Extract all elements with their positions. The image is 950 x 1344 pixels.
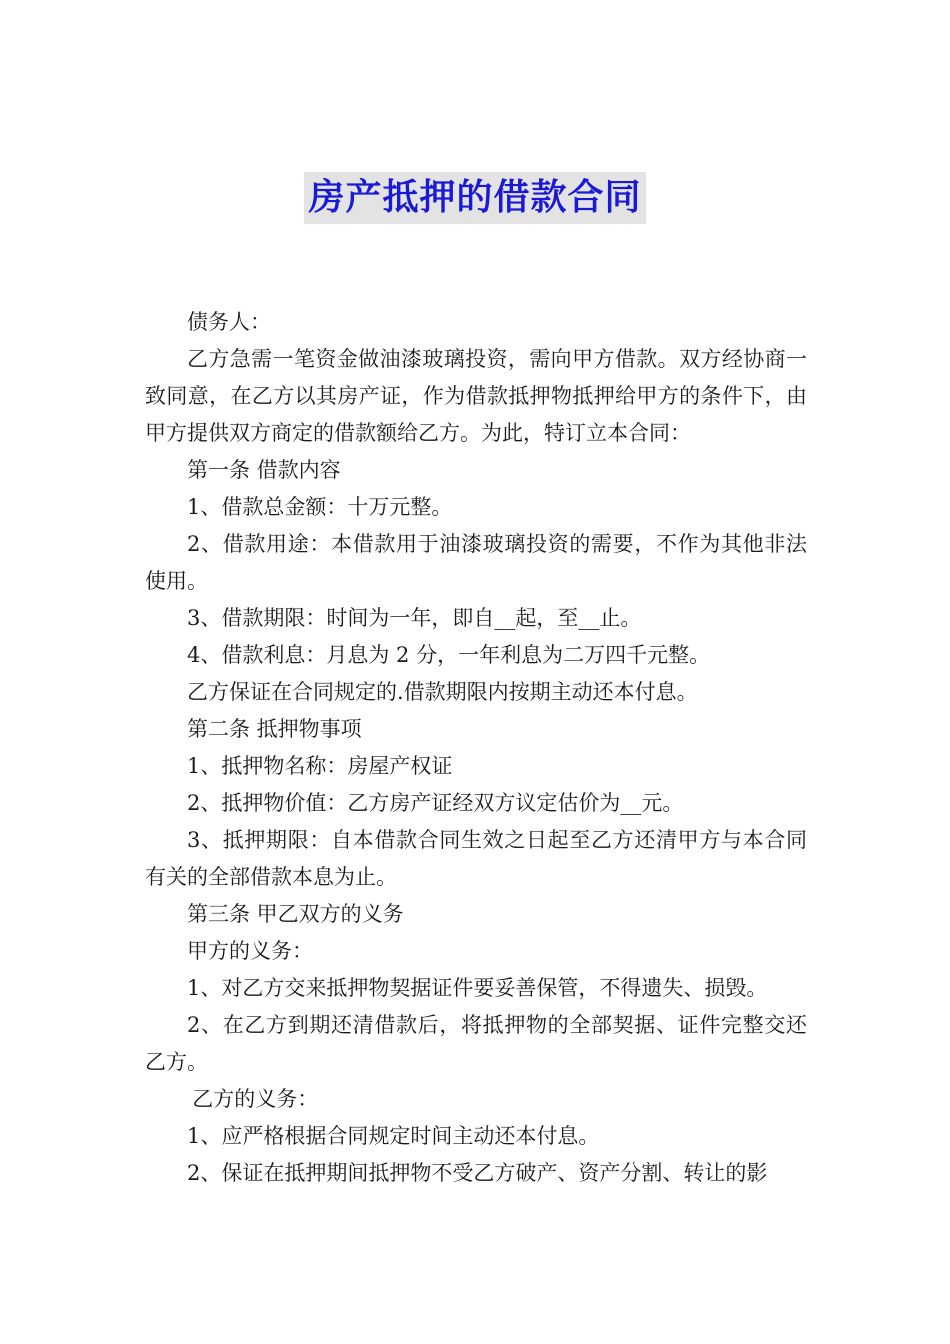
title-container <box>0 172 950 224</box>
paragraph-party-b-duties: 乙方的义务： <box>192 1087 319 1111</box>
paragraph-collateral-term: 3、抵押期限：自本借款合同生效之日起至乙方还清甲方与本合同有关的全部借款本息为止。 <box>145 828 807 889</box>
document-body <box>145 304 807 1192</box>
paragraph-repayment-guarantee: 乙方保证在合同规定的.借款期限内按期主动还本付息。 <box>187 680 698 704</box>
paragraph-preamble: 乙方急需一笔资金做油漆玻璃投资，需向甲方借款。双方经协商一致同意，在乙方以其房产证，作为借款抵押物抵押给甲方的条件下，由甲方提供双方商定的借款额给乙方。为此，特订立本合同： <box>145 347 807 445</box>
document-title: 房产抵押的借款合同 <box>304 172 645 224</box>
paragraph-party-a-duty-2: 2、在乙方到期还清借款后，将抵押物的全部契据、证件完整交还乙方。 <box>145 1013 807 1074</box>
paragraph-loan-term: 3、借款期限：时间为一年，即自__起，至__止。 <box>187 606 642 630</box>
section-heading-3: 第三条 甲乙双方的义务 <box>187 902 404 926</box>
paragraph-debtor: 债务人： <box>187 310 271 334</box>
paragraph-party-b-duty-1: 1、应严格根据合同规定时间主动还本付息。 <box>187 1124 600 1148</box>
paragraph-loan-purpose: 2、借款用途：本借款用于油漆玻璃投资的需要，不作为其他非法使用。 <box>145 532 807 593</box>
section-heading-1: 第一条 借款内容 <box>187 458 341 482</box>
paragraph-party-a-duty-1: 1、对乙方交来抵押物契据证件要妥善保管，不得遗失、损毁。 <box>187 976 768 1000</box>
paragraph-party-b-duty-2: 2、保证在抵押期间抵押物不受乙方破产、资产分割、转让的影 <box>187 1161 768 1185</box>
paragraph-party-a-duties: 甲方的义务： <box>187 939 313 963</box>
paragraph-loan-amount: 1、借款总金额：十万元整。 <box>187 495 453 519</box>
section-heading-2: 第二条 抵押物事项 <box>187 717 362 741</box>
paragraph-collateral-name: 1、抵押物名称：房屋产权证 <box>187 754 453 778</box>
paragraph-loan-interest: 4、借款利息：月息为 2 分，一年利息为二万四千元整。 <box>187 643 711 667</box>
paragraph-collateral-value: 2、抵押物价值：乙方房产证经双方议定估价为__元。 <box>187 791 684 815</box>
